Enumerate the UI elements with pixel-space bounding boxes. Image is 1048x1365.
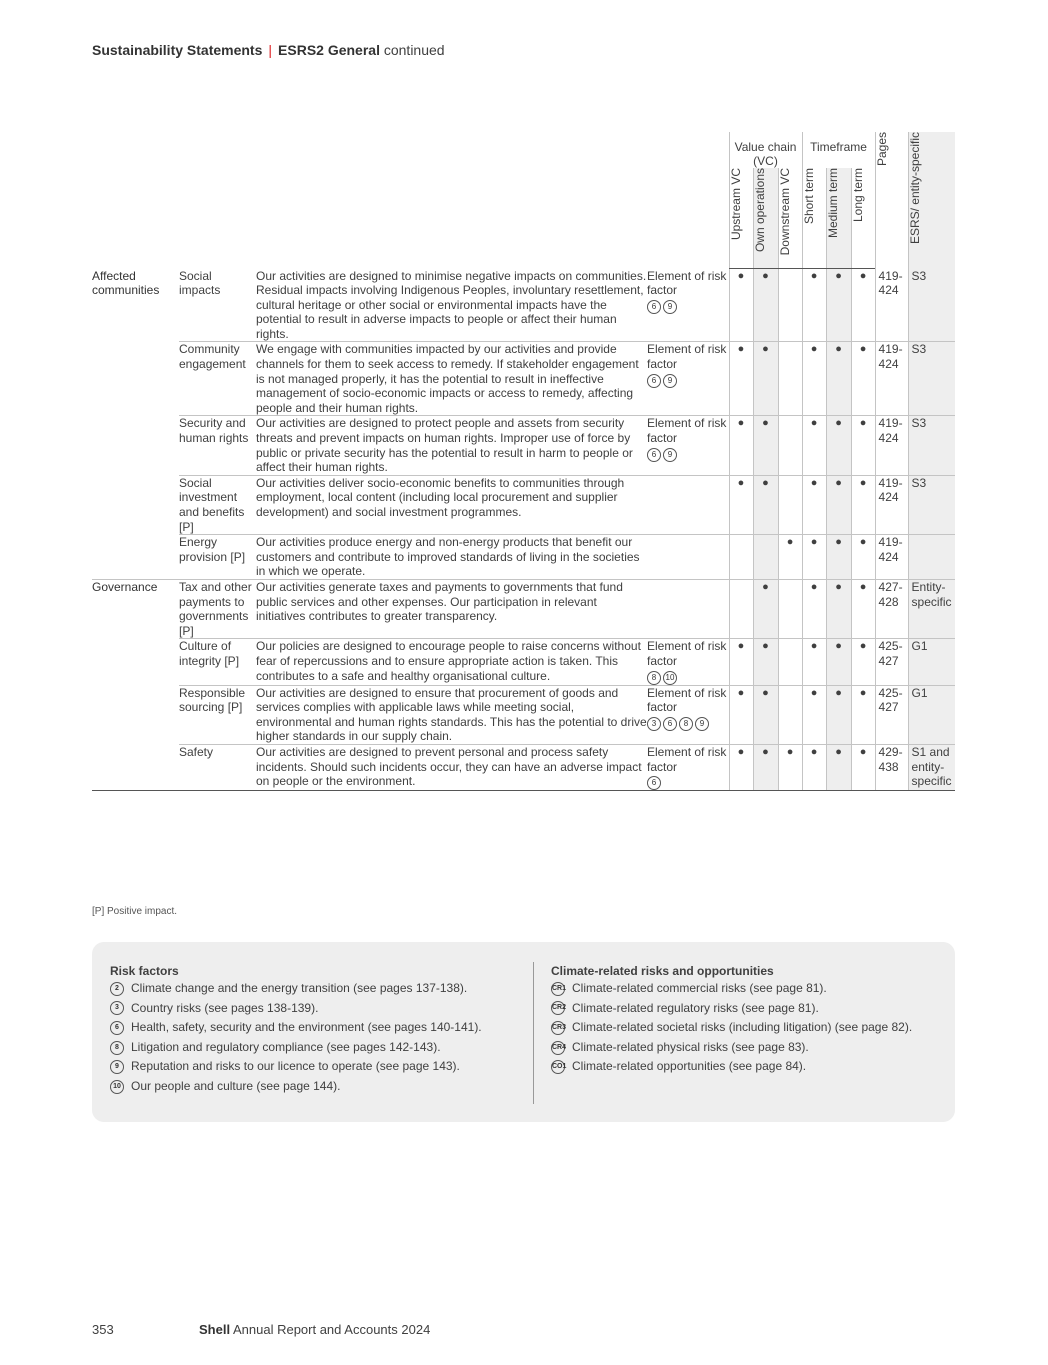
table-row bbox=[92, 639, 955, 685]
ref-badge: CR1 bbox=[551, 982, 565, 996]
cell-short: ● bbox=[802, 535, 826, 580]
cell-topic bbox=[92, 416, 179, 475]
risk-factors-title: Risk factors bbox=[110, 964, 179, 978]
cell-upstream: ● bbox=[729, 342, 753, 416]
header-subsection: ESRS2 General bbox=[278, 42, 380, 58]
cell-esrs: G1 bbox=[908, 639, 955, 685]
table-row bbox=[92, 342, 955, 416]
cell-own: ● bbox=[753, 685, 778, 744]
ref-badge: 9 bbox=[110, 1060, 124, 1074]
cell-risk: Element of risk factor 6 bbox=[647, 744, 729, 790]
climate-risks-title: Climate-related risks and opportunities bbox=[551, 964, 774, 978]
ref-badge: CO1 bbox=[551, 1060, 565, 1074]
cell-short: ● bbox=[802, 744, 826, 790]
risk-ref-badge: 9 bbox=[663, 300, 677, 314]
group-header-row bbox=[92, 132, 955, 168]
table-row bbox=[92, 269, 955, 342]
ref-badge: CR4 bbox=[551, 1041, 565, 1055]
cell-medium: ● bbox=[826, 685, 851, 744]
cell-own: ● bbox=[753, 475, 778, 534]
cell-upstream bbox=[729, 579, 753, 638]
group-value-chain: Value chain (VC) bbox=[729, 132, 802, 168]
col-short: Short term bbox=[802, 168, 826, 269]
cell-esrs: Entity-specific bbox=[908, 579, 955, 638]
cell-own: ● bbox=[753, 639, 778, 685]
cell-own bbox=[753, 535, 778, 580]
cell-pages: 425-427 bbox=[875, 639, 908, 685]
cell-long: ● bbox=[851, 744, 875, 790]
cell-esrs: S3 bbox=[908, 475, 955, 534]
cell-long: ● bbox=[851, 579, 875, 638]
cell-downstream bbox=[778, 269, 802, 342]
group-timeframe: Timeframe bbox=[802, 132, 875, 168]
cell-short: ● bbox=[802, 416, 826, 475]
cell-risk: Element of risk factor 6 9 bbox=[647, 416, 729, 475]
climate-risks-list bbox=[551, 964, 912, 1077]
cell-long: ● bbox=[851, 269, 875, 342]
legend-item bbox=[110, 1057, 482, 1077]
col-upstream: Upstream VC bbox=[729, 168, 753, 269]
risk-ref-badge: 9 bbox=[663, 374, 677, 388]
legend-item-text: Climate change and the energy transition (see pages 137-138). bbox=[131, 981, 468, 995]
cell-risk: Element of risk factor 6 9 bbox=[647, 342, 729, 416]
cell-upstream: ● bbox=[729, 269, 753, 342]
cell-own: ● bbox=[753, 579, 778, 638]
risk-ref-badge: 6 bbox=[647, 374, 661, 388]
cell-short: ● bbox=[802, 579, 826, 638]
cell-esrs: S3 bbox=[908, 342, 955, 416]
cell-upstream: ● bbox=[729, 475, 753, 534]
cell-upstream: ● bbox=[729, 685, 753, 744]
cell-subtopic: Tax and other payments to governments [P] bbox=[179, 579, 256, 638]
cell-own: ● bbox=[753, 269, 778, 342]
cell-medium: ● bbox=[826, 744, 851, 790]
legend-item bbox=[551, 1018, 912, 1038]
cell-description: Our activities are designed to protect people and assets from security threats and prevent impacts on human rights. Improper use of force by public or private security has the potential to result in harm to people or affect their human rights. bbox=[256, 416, 647, 475]
legend-item bbox=[551, 1038, 912, 1058]
table-row bbox=[92, 744, 955, 790]
impacts-table-body bbox=[92, 269, 955, 791]
col-own: Own operations bbox=[753, 168, 778, 269]
ref-badge: 10 bbox=[110, 1080, 124, 1094]
col-pages: Pages bbox=[875, 132, 908, 269]
legend-item-text: Health, safety, security and the environment (see pages 140-141). bbox=[131, 1020, 482, 1035]
table-row bbox=[92, 535, 955, 580]
cell-subtopic: Security and human rights bbox=[179, 416, 256, 475]
cell-downstream bbox=[778, 639, 802, 685]
cell-description: Our policies are designed to encourage people to raise concerns without fear of repercussions and to ensure appropriate action is taken. This contributes to a safe and healthy organisational culture. bbox=[256, 639, 647, 685]
cell-upstream: ● bbox=[729, 639, 753, 685]
cell-short: ● bbox=[802, 685, 826, 744]
risk-ref-badge: 6 bbox=[647, 300, 661, 314]
risk-ref-badge: 3 bbox=[647, 717, 661, 731]
cell-long: ● bbox=[851, 639, 875, 685]
cell-long: ● bbox=[851, 342, 875, 416]
cell-medium: ● bbox=[826, 269, 851, 342]
legend-item-text: Climate-related regulatory risks (see page 81). bbox=[572, 1000, 819, 1015]
ref-badge: 6 bbox=[110, 1021, 124, 1035]
legend-item-text: Climate-related opportunities (see page 84). bbox=[572, 1059, 807, 1074]
cell-topic bbox=[92, 535, 179, 580]
legend-item-text: Country risks (see pages 138-139). bbox=[131, 1000, 319, 1015]
legend-item bbox=[110, 999, 482, 1019]
cell-pages: 419-424 bbox=[875, 416, 908, 475]
cell-pages: 419-424 bbox=[875, 342, 908, 416]
cell-topic bbox=[92, 639, 179, 685]
cell-subtopic: Social impacts bbox=[179, 269, 256, 342]
cell-subtopic: Community engagement bbox=[179, 342, 256, 416]
cell-risk: Element of risk factor 8 10 bbox=[647, 639, 729, 685]
cell-short: ● bbox=[802, 269, 826, 342]
col-long: Long term bbox=[851, 168, 875, 269]
cell-description: Our activities are designed to ensure that procurement of goods and services complies with applicable laws while meeting social, environmental and human rights standards. This has the potential to drive higher standards in our supply chain. bbox=[256, 685, 647, 744]
col-downstream: Downstream VC bbox=[778, 168, 802, 269]
cell-downstream bbox=[778, 685, 802, 744]
cell-esrs: S3 bbox=[908, 416, 955, 475]
cell-description: Our activities deliver socio-economic benefits to communities through employment, local content (including local procurement and supplier development) and social investment programmes. bbox=[256, 475, 647, 534]
legend-item-text: Climate-related physical risks (see page 83). bbox=[572, 1039, 809, 1054]
legend-box bbox=[92, 942, 955, 1122]
cell-subtopic: Energy provision [P] bbox=[179, 535, 256, 580]
cell-description: Our activities are designed to prevent personal and process safety incidents. Should such incidents occur, they can have an adverse impact on people or the environment. bbox=[256, 744, 647, 790]
cell-medium: ● bbox=[826, 342, 851, 416]
impacts-table bbox=[92, 132, 955, 791]
cell-topic bbox=[92, 744, 179, 790]
cell-risk bbox=[647, 579, 729, 638]
cell-pages: 419-424 bbox=[875, 475, 908, 534]
cell-medium: ● bbox=[826, 535, 851, 580]
cell-short: ● bbox=[802, 639, 826, 685]
col-medium: Medium term bbox=[826, 168, 851, 269]
cell-long: ● bbox=[851, 475, 875, 534]
ref-badge: CR3 bbox=[551, 1021, 565, 1035]
risk-ref-badge: 9 bbox=[695, 717, 709, 731]
footer-report-title: Annual Report and Accounts 2024 bbox=[232, 1322, 431, 1337]
cell-downstream bbox=[778, 342, 802, 416]
table-row bbox=[92, 579, 955, 638]
cell-medium: ● bbox=[826, 579, 851, 638]
cell-description: Our activities produce energy and non-energy products that benefit our customers and contribute to improved standards of living in the societies in which we operate. bbox=[256, 535, 647, 580]
legend-item bbox=[110, 1038, 482, 1058]
cell-downstream bbox=[778, 475, 802, 534]
cell-downstream: ● bbox=[778, 744, 802, 790]
cell-long: ● bbox=[851, 535, 875, 580]
legend-item-text: Reputation and risks to our licence to operate (see page 143). bbox=[131, 1059, 460, 1074]
page-header bbox=[92, 42, 445, 58]
cell-long: ● bbox=[851, 416, 875, 475]
cell-medium: ● bbox=[826, 475, 851, 534]
ref-badge: 8 bbox=[110, 1041, 124, 1055]
risk-ref-badge: 10 bbox=[663, 671, 677, 685]
legend-item-text: Our people and culture (see page 144). bbox=[131, 1078, 341, 1093]
cell-own: ● bbox=[753, 342, 778, 416]
ref-badge: CR2 bbox=[551, 1001, 565, 1015]
cell-pages: 419-424 bbox=[875, 535, 908, 580]
cell-downstream: ● bbox=[778, 535, 802, 580]
cell-upstream: ● bbox=[729, 744, 753, 790]
cell-upstream bbox=[729, 535, 753, 580]
cell-risk: Element of risk factor 3 6 8 9 bbox=[647, 685, 729, 744]
cell-topic: Affected communities bbox=[92, 268, 160, 298]
cell-downstream bbox=[778, 579, 802, 638]
cell-upstream: ● bbox=[729, 416, 753, 475]
risk-ref-badge: 6 bbox=[647, 448, 661, 462]
cell-esrs: S3 bbox=[908, 269, 955, 342]
legend-item bbox=[551, 999, 912, 1019]
risk-ref-badge: 6 bbox=[663, 717, 677, 731]
table-row bbox=[92, 685, 955, 744]
cell-own: ● bbox=[753, 416, 778, 475]
cell-subtopic: Safety bbox=[179, 744, 256, 790]
col-esrs: ESRS/ entity-specific bbox=[908, 132, 955, 269]
legend-item bbox=[110, 1077, 482, 1097]
legend-item-text: Climate-related societal risks (including litigation) (see page 82). bbox=[572, 1020, 913, 1035]
cell-own: ● bbox=[753, 744, 778, 790]
ref-badge: 3 bbox=[110, 1001, 124, 1015]
risk-factors-list bbox=[110, 964, 482, 1097]
cell-description: Our activities generate taxes and payments to governments that fund public services and other expenses. Our participation in relevant initiatives contributes to greater transparency. bbox=[256, 579, 647, 638]
cell-topic bbox=[92, 685, 179, 744]
risk-ref-badge: 8 bbox=[679, 717, 693, 731]
cell-pages: 425-427 bbox=[875, 685, 908, 744]
legend-item bbox=[551, 979, 912, 999]
cell-esrs: S1 and entity-specific bbox=[908, 744, 955, 790]
page-number: 353 bbox=[92, 1322, 114, 1337]
header-separator: | bbox=[268, 42, 273, 58]
cell-pages: 427-428 bbox=[875, 579, 908, 638]
ref-badge: 2 bbox=[110, 982, 124, 996]
header-section: Sustainability Statements bbox=[92, 42, 263, 58]
risk-ref-badge: 9 bbox=[663, 448, 677, 462]
cell-pages: 419-424 bbox=[875, 269, 908, 342]
cell-subtopic: Culture of integrity [P] bbox=[179, 639, 256, 685]
cell-topic bbox=[92, 475, 179, 534]
cell-esrs: G1 bbox=[908, 685, 955, 744]
legend-item-text: Litigation and regulatory compliance (see pages 142-143). bbox=[131, 1039, 441, 1054]
legend-item bbox=[110, 979, 482, 999]
table-row bbox=[92, 416, 955, 475]
footer-brand: Shell bbox=[199, 1322, 231, 1337]
cell-long: ● bbox=[851, 685, 875, 744]
risk-ref-badge: 6 bbox=[647, 776, 661, 790]
legend-item bbox=[110, 1018, 482, 1038]
cell-risk: Element of risk factor 6 9 bbox=[647, 269, 729, 342]
legend-item-text: Climate-related commercial risks (see page 81). bbox=[572, 981, 827, 995]
page-footer bbox=[92, 1322, 430, 1337]
legend-divider bbox=[533, 962, 534, 1104]
header-continued: continued bbox=[383, 42, 445, 58]
footnote: [P] Positive impact. bbox=[92, 906, 178, 917]
legend-item bbox=[551, 1057, 912, 1077]
cell-pages: 429-438 bbox=[875, 744, 908, 790]
cell-short: ● bbox=[802, 342, 826, 416]
cell-medium: ● bbox=[826, 416, 851, 475]
cell-risk bbox=[647, 535, 729, 580]
cell-risk bbox=[647, 475, 729, 534]
cell-medium: ● bbox=[826, 639, 851, 685]
cell-short: ● bbox=[802, 475, 826, 534]
risk-ref-badge: 8 bbox=[647, 671, 661, 685]
cell-topic: Governance bbox=[92, 579, 158, 594]
cell-subtopic: Social investment and benefits [P] bbox=[179, 475, 256, 534]
table-row bbox=[92, 475, 955, 534]
cell-subtopic: Responsible sourcing [P] bbox=[179, 685, 256, 744]
cell-description: We engage with communities impacted by our activities and provide channels for them to seek access to remedy. If stakeholder engagement is not managed properly, it has the potential to result in ineffective management of socio-economic impacts or access to remedy, affecting people and their human rights. bbox=[256, 342, 647, 416]
cell-description: Our activities are designed to minimise negative impacts on communities. Residual impacts involving Indigenous Peoples, involuntary resettlement, cultural heritage or other social or environmental impacts have the potential to result in adverse impacts to people or affect their human rights. bbox=[256, 268, 647, 341]
cell-downstream bbox=[778, 416, 802, 475]
cell-topic bbox=[92, 342, 179, 416]
cell-esrs bbox=[908, 535, 955, 580]
